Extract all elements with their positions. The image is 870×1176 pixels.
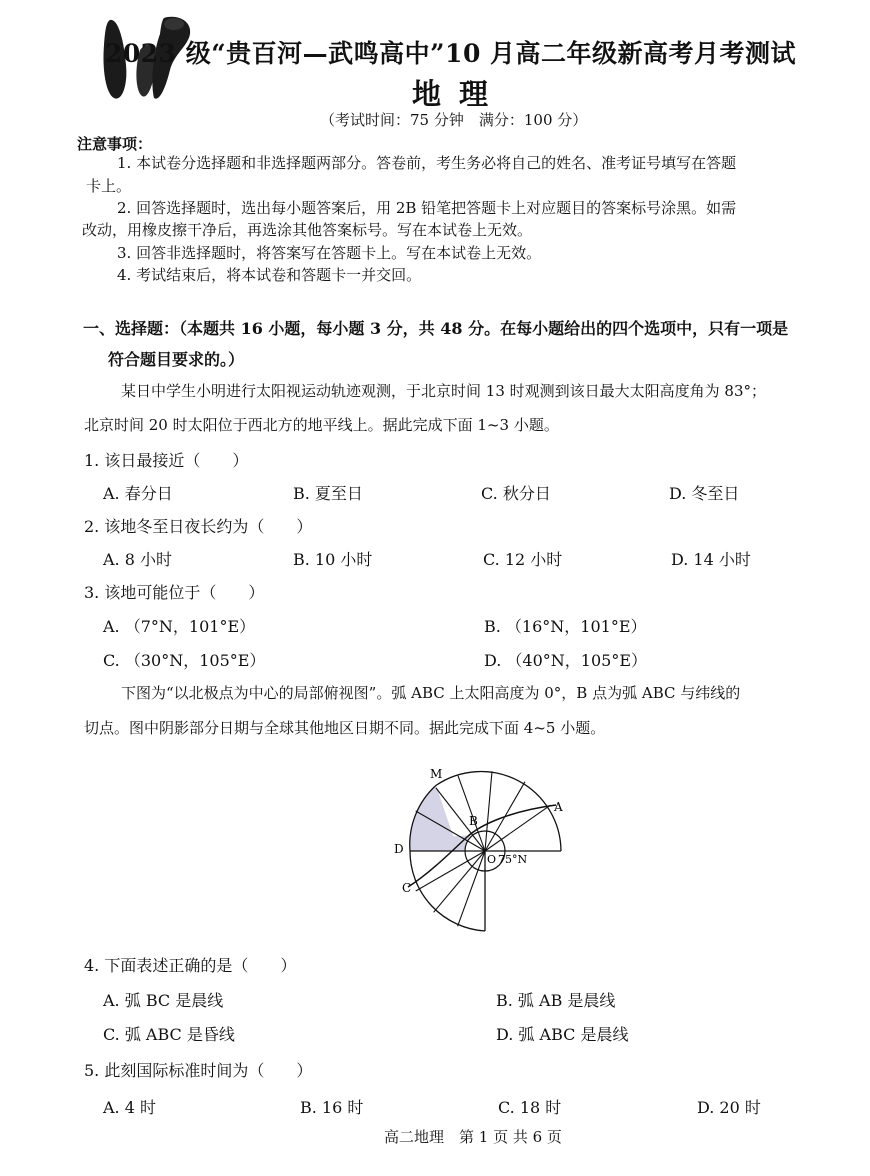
option-b: B. 弧 AB 是晨线	[496, 991, 616, 1010]
passage-line: 切点。图中阴影部分日期与全球其他地区日期不同。据此完成下面 4~5 小题。	[84, 719, 606, 737]
notice-line: 2. 回答选择题时，选出每小题答案后，用 2B 铅笔把答题卡上对应题目的答案标号涂黑。如需	[117, 199, 737, 217]
option-d: D. （40°N，105°E）	[484, 651, 648, 670]
option-d: D. 弧 ABC 是晨线	[496, 1025, 629, 1044]
notice-line: 4. 考试结束后，将本试卷和答题卡一并交回。	[117, 266, 422, 284]
option-d: D. 冬至日	[669, 484, 740, 503]
label-d: D	[394, 842, 404, 856]
section-heading-cont: 符合题目要求的。）	[108, 350, 245, 369]
option-a: A. 4 时	[103, 1098, 156, 1117]
question-stem: 5. 此刻国际标准时间为（ ）	[84, 1061, 313, 1080]
option-a: A. 弧 BC 是晨线	[103, 991, 224, 1010]
notice-line: 1. 本试卷分选择题和非选择题两部分。答卷前，考生务必将自己的姓名、准考证号填写在答题	[117, 154, 737, 172]
option-a: A. （7°N，101°E）	[103, 617, 256, 636]
option-c: C. （30°N，105°E）	[103, 651, 266, 670]
option-b: B. （16°N，101°E）	[484, 617, 647, 636]
option-a: A. 春分日	[103, 484, 173, 503]
notice-line: 3. 回答非选择题时，将答案写在答题卡上。写在本试卷上无效。	[117, 244, 542, 262]
question-stem: 4. 下面表述正确的是（ ）	[84, 956, 297, 975]
option-c: C. 弧 ABC 是昏线	[103, 1025, 235, 1044]
option-b: B. 夏至日	[293, 484, 363, 503]
label-o: O	[487, 853, 497, 866]
notice-line: 改动，用橡皮擦干净后，再选涂其他答案标号。写在本试卷上无效。	[82, 221, 533, 239]
option-c: C. 秋分日	[481, 484, 551, 503]
label-m: M	[430, 767, 443, 781]
notice-title: 注意事项：	[77, 135, 153, 153]
question-stem: 1. 该日最接近（ ）	[84, 451, 249, 470]
notice-line: 卡上。	[86, 177, 132, 195]
option-c: C. 18 时	[498, 1098, 562, 1117]
passage-line: 北京时间 20 时太阳位于西北方的地平线上。据此完成下面 1~3 小题。	[84, 416, 559, 434]
label-latitude: 75°N	[498, 853, 528, 866]
passage-line: 下图为“以北极点为中心的局部俯视图”。弧 ABC 上太阳高度为 0°，B 点为弧 ABC 与纬线的	[121, 684, 741, 702]
polar-view-figure	[380, 755, 580, 940]
option-b: B. 16 时	[300, 1098, 364, 1117]
option-a: A. 8 小时	[103, 550, 172, 569]
option-c: C. 12 小时	[483, 550, 563, 569]
shaded-region	[410, 785, 471, 851]
subject-title: 地理	[412, 77, 507, 111]
label-c: C	[402, 881, 412, 895]
label-b: B	[469, 814, 478, 828]
option-d: D. 20 时	[697, 1098, 761, 1117]
option-d: D. 14 小时	[671, 550, 751, 569]
option-b: B. 10 小时	[293, 550, 373, 569]
passage-line: 某日中学生小明进行太阳视运动轨迹观测，于北京时间 13 时观测到该日最大太阳高度角为 83°；	[121, 382, 766, 400]
question-stem: 2. 该地冬至日夜长约为（ ）	[84, 517, 313, 536]
exam-info: （考试时间：75 分钟 满分：100 分）	[320, 111, 588, 129]
exam-title: 2023 级“贵百河—武鸣高中”10 月高二年级新高考月考测试	[105, 39, 797, 68]
page-footer: 高二地理 第 1 页 共 6 页	[384, 1128, 562, 1146]
label-a: A	[554, 800, 563, 814]
question-stem: 3. 该地可能位于（ ）	[84, 583, 265, 602]
outer-arc-lower	[410, 851, 485, 931]
section-heading: 一、选择题：（本题共 16 小题，每小题 3 分，共 48 分。在每小题给出的四个选项中，只有一项是	[83, 319, 789, 338]
